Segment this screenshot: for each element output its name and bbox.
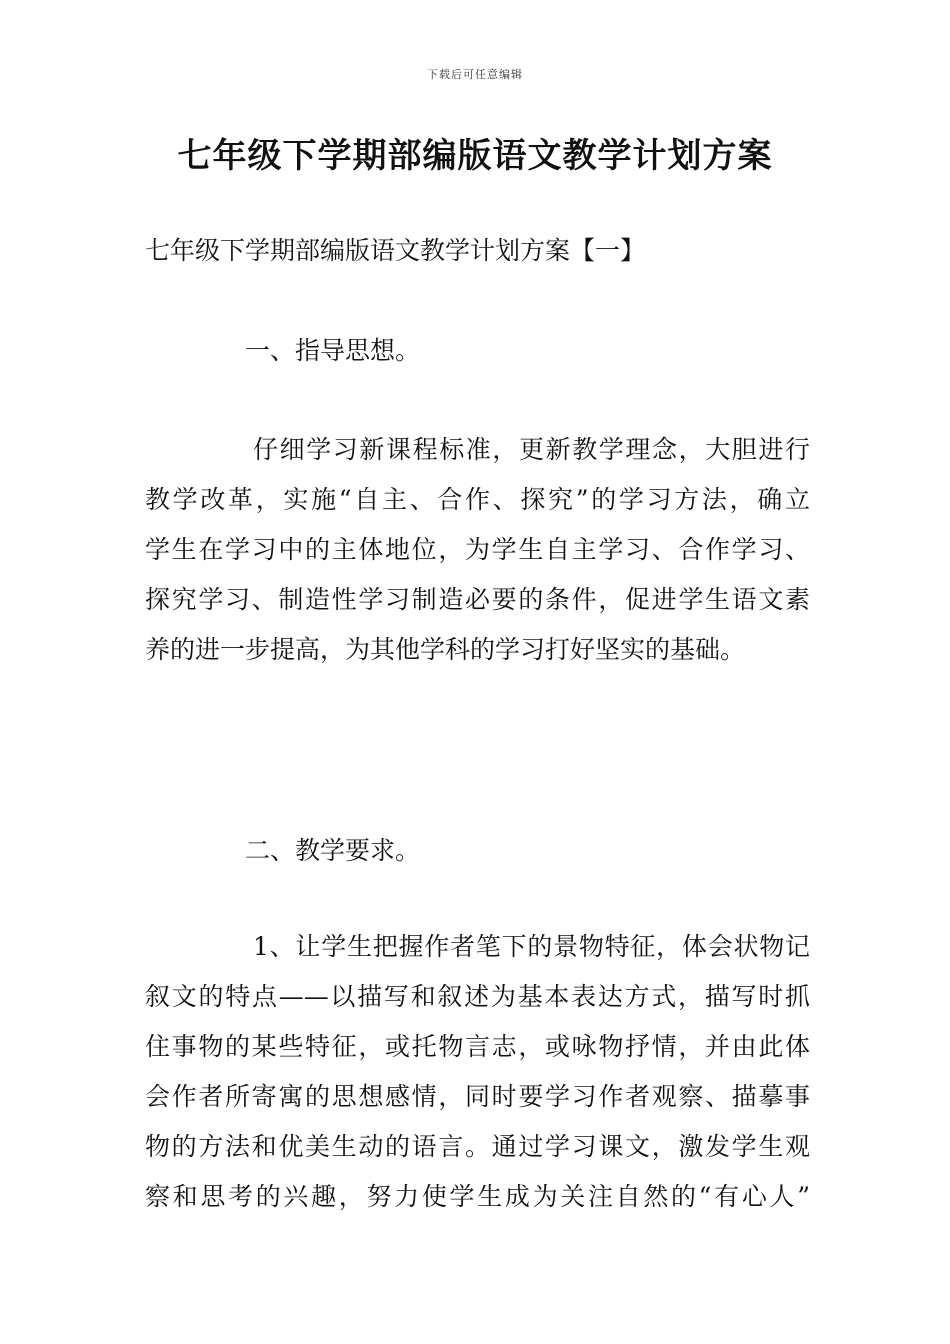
paragraph-line: 养的进一步提高，为其他学科的学习打好坚实的基础。 xyxy=(145,635,746,664)
paragraph-line: 叙文的特点——以描写和叙述为基本表达方式，描写时抓 xyxy=(145,982,810,1011)
paragraph-line: 物的方法和优美生动的语言。通过学习课文，激发学生观 xyxy=(145,1132,810,1161)
paragraph-line: 教学改革，实施“自主、合作、探究”的学习方法，确立 xyxy=(145,485,810,514)
document-title: 七年级下学期部编版语文教学计划方案 xyxy=(177,136,773,176)
section-heading-teaching-requirements: 二、教学要求。 xyxy=(245,836,421,865)
paragraph-line: 住事物的某些特征，或托物言志，或咏物抒情，并由此体 xyxy=(145,1032,810,1061)
paragraph-teaching-requirements xyxy=(145,922,810,1222)
paragraph-line: 会作者所寄寓的思想感情，同时要学习作者观察、描摹事 xyxy=(145,1082,810,1111)
paragraph-line: 察和思考的兴趣，努力使学生成为关注自然的“有心人” xyxy=(145,1182,810,1211)
paragraph-line: 学生在学习中的主体地位，为学生自主学习、合作学习、 xyxy=(145,535,810,564)
paragraph-guiding-ideology xyxy=(145,425,810,675)
paragraph-line: 探究学习、制造性学习制造必要的条件，促进学生语文素 xyxy=(145,585,810,614)
paragraph-line: 仔细学习新课程标准，更新教学理念，大胆进行 xyxy=(253,435,810,464)
document-subtitle: 七年级下学期部编版语文教学计划方案【一】 xyxy=(145,236,646,265)
paragraph-line: 1、让学生把握作者笔下的景物特征，体会状物记 xyxy=(253,932,810,961)
header-note: 下载后可任意编辑 xyxy=(427,68,523,81)
section-heading-guiding-ideology: 一、指导思想。 xyxy=(245,336,421,365)
